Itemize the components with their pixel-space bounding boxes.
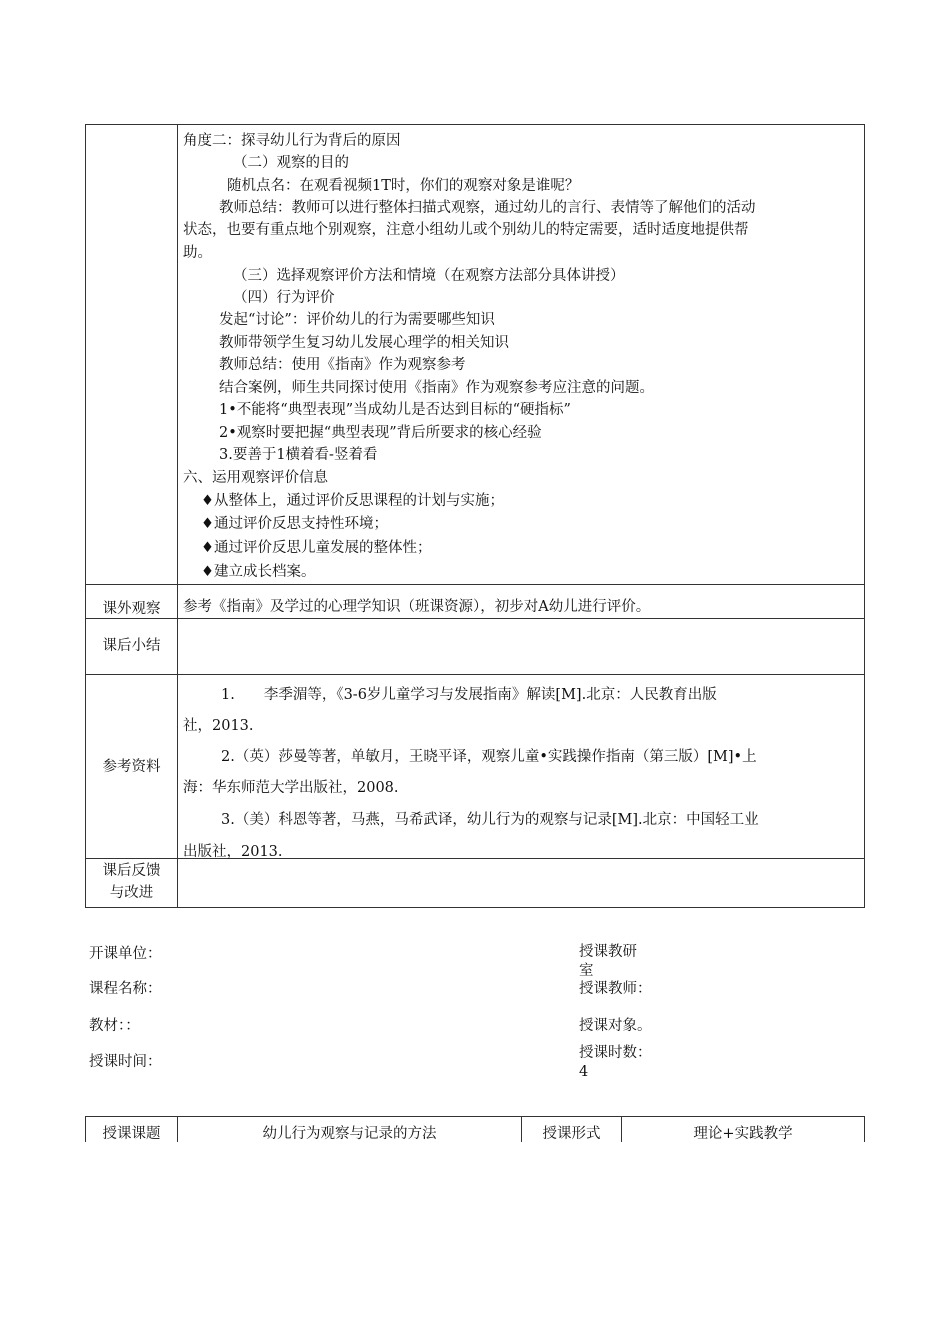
content-line: 教师带领学生复习幼儿发展心理学的相关知识 — [219, 335, 509, 351]
bottom-table-right — [864, 1116, 865, 1142]
reference-line: 社，2013. — [183, 718, 254, 734]
content-line: （三）选择观察评价方法和情境（在观察方法部分具体讲授） — [233, 268, 625, 284]
teacher-label: 授课教师： — [579, 981, 652, 997]
reference-line: 出版社，2013. — [183, 844, 283, 860]
content-line: ♦建立成长档案。 — [201, 564, 316, 580]
content-line: （四）行为评价 — [233, 290, 335, 306]
content-line: 教师总结：教师可以进行整体扫描式观察，通过幼儿的言行、表情等了解他们的活动 — [219, 200, 756, 216]
table-border-bottom — [85, 907, 865, 908]
extra-observation-label: 课外观察 — [102, 601, 161, 617]
reference-line: 2.（英）莎曼等著，单敏月，王晓平译，观察儿童•实践操作指南（第三版）[M]•上 — [221, 749, 757, 765]
unit-label: 开课单位： — [89, 946, 162, 962]
office-label-tail: 室 — [579, 963, 594, 979]
reference-line: 海：华东师范大学出版社，2008. — [183, 780, 399, 796]
bottom-table-row — [86, 1117, 864, 1142]
feedback-label-line2: 与改进 — [109, 885, 154, 901]
office-label-wrap — [579, 941, 699, 979]
summary-label: 课后小结 — [102, 638, 161, 654]
hours-label-wrap — [579, 1042, 699, 1080]
target-label: 授课对象。 — [579, 1018, 652, 1034]
row-divider-1 — [85, 584, 865, 585]
table-border-left — [85, 124, 86, 908]
references-cell — [178, 675, 864, 858]
content-line: 六、运用观察评价信息 — [183, 470, 328, 486]
course-name-label: 课程名称： — [89, 981, 162, 997]
content-line: ♦从整体上，通过评价反思课程的计划与实施； — [201, 493, 504, 509]
references-label: 参考资料 — [102, 759, 161, 775]
table-border-right — [864, 124, 865, 908]
reference-line: 3.（美）科恩等著，马燕，马希武译，幼儿行为的观察与记录[M].北京：中国轻工业 — [221, 812, 759, 828]
hours-label: 授课时数： — [579, 1045, 652, 1061]
reference-line: 1. 李季湄等，《3-6岁儿童学习与发展指南》解读[M].北京：人民教育出版 — [221, 687, 717, 703]
row-divider-2 — [85, 618, 865, 619]
content-line: ♦通过评价反思支持性环境； — [201, 516, 388, 532]
form-label: 授课形式 — [542, 1126, 601, 1142]
topic-label: 授课课题 — [102, 1126, 161, 1142]
topic-value: 幼儿行为观察与记录的方法 — [262, 1126, 437, 1142]
content-line: 角度二：探寻幼儿行为背后的原因 — [183, 133, 401, 149]
content-line: 状态，也要有重点地个别观察，注意小组幼儿或个别幼儿的特定需要，适时适度地提供帮 — [183, 222, 749, 238]
content-line: 发起“讨论”：评价幼儿的行为需要哪些知识 — [219, 312, 495, 328]
content-line: ♦通过评价反思儿童发展的整体性； — [201, 540, 432, 556]
feedback-label-line1: 课后反馈 — [102, 863, 161, 879]
table-border-top — [85, 124, 865, 125]
content-line: 助。 — [183, 245, 212, 261]
content-line: 2•观察时要把握“典型表现”背后所要求的核心经验 — [219, 425, 542, 441]
content-line: 结合案例，师生共同探讨使用《指南》作为观察参考应注意的问题。 — [219, 380, 654, 396]
textbook-label: 教材：： — [89, 1018, 140, 1034]
content-line: （二）观察的目的 — [233, 155, 349, 171]
content-line: 3.要善于1横着看-竖着看 — [219, 447, 378, 463]
hours-label-tail: 4 — [579, 1064, 589, 1080]
extra-observation-text: 参考《指南》及学过的心理学知识（班课资源），初步对A幼儿进行评价。 — [183, 599, 651, 615]
content-line: 教师总结：使用《指南》作为观察参考 — [219, 357, 466, 373]
content-line: 随机点名：在观看视频1T时，你们的观察对象是谁呢？ — [227, 178, 580, 194]
office-label: 授课教研 — [579, 944, 637, 960]
form-value: 理论+实践教学 — [693, 1126, 793, 1142]
content-line: 1•不能将“典型表现”当成幼儿是否达到目标的“硬指标” — [219, 402, 571, 418]
teaching-time-label: 授课时间： — [89, 1054, 162, 1070]
